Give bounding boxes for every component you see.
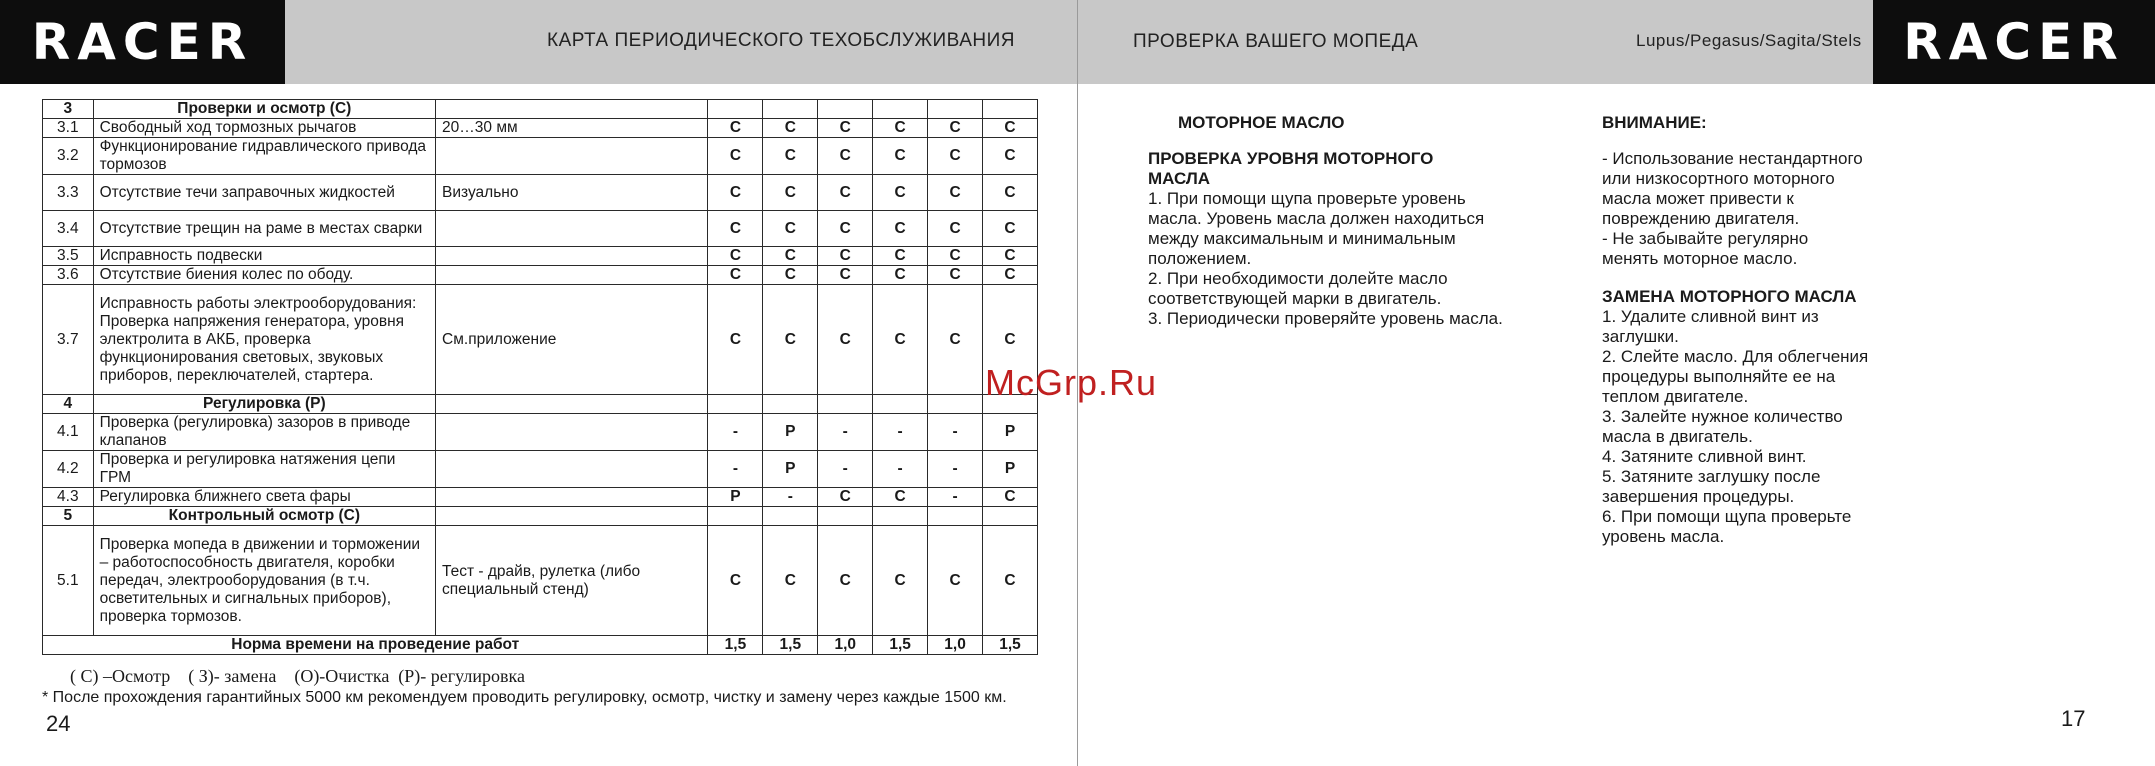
row-number: 3.5 bbox=[43, 247, 94, 266]
page-number-right: 17 bbox=[2061, 706, 2086, 731]
item-note: Визуально bbox=[436, 175, 708, 211]
right-page bbox=[1078, 0, 2155, 766]
item-description: Отсутствие трещин на раме в местах сварки bbox=[93, 211, 435, 247]
item-note bbox=[436, 451, 708, 488]
check-cell: С bbox=[928, 266, 983, 285]
check-cell: С bbox=[763, 119, 818, 138]
check-cell: С bbox=[983, 119, 1038, 138]
check-cell: С bbox=[873, 119, 928, 138]
check-cell: Р bbox=[983, 451, 1038, 488]
text-line: соответствующей марки в двигатель. bbox=[1148, 289, 1442, 308]
check-cell: Р bbox=[763, 451, 818, 488]
check-cell bbox=[873, 507, 928, 526]
table-row bbox=[43, 285, 1038, 395]
text-line: между максимальным и минимальным bbox=[1148, 229, 1456, 248]
check-cell: С bbox=[873, 211, 928, 247]
table-row bbox=[43, 488, 1038, 507]
check-cell: С bbox=[928, 175, 983, 211]
page-number-left: 24 bbox=[46, 711, 71, 736]
check-cell bbox=[818, 100, 873, 119]
text-line: заглушки. bbox=[1602, 327, 1679, 346]
text-line: 2. Слейте масло. Для облегчения bbox=[1602, 347, 1869, 366]
check-cell: С bbox=[873, 266, 928, 285]
total-value: 1,0 bbox=[928, 636, 983, 655]
item-note bbox=[436, 488, 708, 507]
table-row bbox=[43, 138, 1038, 175]
check-cell: С bbox=[763, 526, 818, 636]
check-cell: С bbox=[873, 285, 928, 395]
check-cell: С bbox=[708, 175, 763, 211]
text-line: - Не забывайте регулярно bbox=[1602, 229, 1809, 248]
footnote: * После прохождения гарантийных 5000 км рекомендуем проводить регулировку, осмотр, чистку и замену через каждые 1500 км. bbox=[42, 689, 1007, 706]
text-line: уровень масла. bbox=[1602, 527, 1725, 546]
section-title: Регулировка (Р) bbox=[93, 395, 435, 414]
text-line: 3. Периодически проверяйте уровень масла. bbox=[1148, 309, 1503, 328]
check-cell bbox=[708, 100, 763, 119]
check-cell: С bbox=[983, 247, 1038, 266]
row-number: 4.3 bbox=[43, 488, 94, 507]
item-description: Проверка мопеда в движении и торможении – работоспособность двигателя, коробки передач, электрооборудования (в т.ч. осветительных и сигнальных приборов), проверка тормозов. bbox=[93, 526, 435, 636]
check-cell: С bbox=[708, 119, 763, 138]
check-cell bbox=[983, 507, 1038, 526]
brand-logo-left bbox=[0, 0, 285, 84]
text-line: 1. При помощи щупа проверьте уровень bbox=[1148, 189, 1466, 208]
check-cell bbox=[873, 100, 928, 119]
brand-logo-text: RACER bbox=[1903, 13, 2125, 71]
item-description: Отсутствие биения колес по ободу. bbox=[93, 266, 435, 285]
row-number: 3.4 bbox=[43, 211, 94, 247]
row-number: 3.7 bbox=[43, 285, 94, 395]
maintenance-table bbox=[42, 99, 1038, 655]
total-label: Норма времени на проведение работ bbox=[43, 636, 708, 655]
check-cell: С bbox=[983, 138, 1038, 175]
brand-logo-text: RACER bbox=[31, 13, 254, 71]
total-row bbox=[43, 636, 1038, 655]
check-cell: С bbox=[763, 175, 818, 211]
check-cell: - bbox=[873, 451, 928, 488]
check-cell: С bbox=[928, 211, 983, 247]
check-cell: С bbox=[708, 266, 763, 285]
total-value: 1,0 bbox=[818, 636, 873, 655]
check-cell: - bbox=[928, 414, 983, 451]
check-cell bbox=[763, 507, 818, 526]
oil-change-subtitle: ЗАМЕНА МОТОРНОГО МАСЛА bbox=[1602, 287, 1857, 306]
total-value: 1,5 bbox=[763, 636, 818, 655]
item-note bbox=[436, 138, 708, 175]
check-cell: С bbox=[763, 138, 818, 175]
text-line: - Использование нестандартного bbox=[1602, 149, 1863, 168]
item-description: Функционирование гидравлического привода тормозов bbox=[93, 138, 435, 175]
row-number: 3.1 bbox=[43, 119, 94, 138]
section-title: Контрольный осмотр (С) bbox=[93, 507, 435, 526]
item-note: Тест - драйв, рулетка (либо специальный стенд) bbox=[436, 526, 708, 636]
check-cell: С bbox=[983, 211, 1038, 247]
text-line: положением. bbox=[1148, 249, 1252, 268]
check-cell: С bbox=[818, 175, 873, 211]
oil-change-steps bbox=[1602, 307, 1868, 547]
item-note: 20…30 мм bbox=[436, 119, 708, 138]
check-cell bbox=[818, 395, 873, 414]
check-cell: С bbox=[708, 526, 763, 636]
text-line: процедуры выполняйте ее на bbox=[1602, 367, 1836, 386]
table-row bbox=[43, 451, 1038, 488]
text-line: масла в двигатель. bbox=[1602, 427, 1753, 446]
row-number: 3.6 bbox=[43, 266, 94, 285]
check-cell bbox=[708, 507, 763, 526]
item-note bbox=[436, 247, 708, 266]
section-row bbox=[43, 395, 1038, 414]
row-number: 3.3 bbox=[43, 175, 94, 211]
check-cell: С bbox=[928, 138, 983, 175]
item-description: Отсутствие течи заправочных жидкостей bbox=[93, 175, 435, 211]
check-cell bbox=[928, 507, 983, 526]
text-line: 5. Затяните заглушку после bbox=[1602, 467, 1821, 486]
warning-section bbox=[1602, 113, 1868, 547]
total-value: 1,5 bbox=[983, 636, 1038, 655]
check-cell: С bbox=[983, 175, 1038, 211]
check-cell: С bbox=[873, 175, 928, 211]
row-number: 3.2 bbox=[43, 138, 94, 175]
note-cell bbox=[436, 100, 708, 119]
check-cell: Р bbox=[763, 414, 818, 451]
check-cell: - bbox=[763, 488, 818, 507]
oil-check-text bbox=[1148, 189, 1503, 329]
item-description: Проверка (регулировка) зазоров в приводе клапанов bbox=[93, 414, 435, 451]
check-cell: - bbox=[928, 488, 983, 507]
section-title: Проверки и осмотр (С) bbox=[93, 100, 435, 119]
total-value: 1,5 bbox=[873, 636, 928, 655]
item-description: Свободный ход тормозных рычагов bbox=[93, 119, 435, 138]
item-description: Исправность подвески bbox=[93, 247, 435, 266]
oil-check-subtitle: ПРОВЕРКА УРОВНЯ МОТОРНОГО МАСЛА bbox=[1148, 149, 1434, 188]
legend: ( С) –Осмотр ( З)- замена (О)-Очистка (Р)- регулировка bbox=[70, 666, 525, 686]
text-line: завершения процедуры. bbox=[1602, 487, 1795, 506]
check-cell: С bbox=[818, 119, 873, 138]
check-cell bbox=[873, 395, 928, 414]
oil-title: МОТОРНОЕ МАСЛО bbox=[1178, 113, 1345, 132]
check-cell: С bbox=[818, 285, 873, 395]
warning-title: ВНИМАНИЕ: bbox=[1602, 113, 1707, 132]
check-cell bbox=[818, 507, 873, 526]
check-cell: - bbox=[708, 414, 763, 451]
check-cell bbox=[708, 395, 763, 414]
row-number: 4.2 bbox=[43, 451, 94, 488]
check-cell: С bbox=[873, 526, 928, 636]
check-cell: С bbox=[818, 138, 873, 175]
table-row bbox=[43, 526, 1038, 636]
note-cell bbox=[436, 395, 708, 414]
check-cell: С bbox=[763, 247, 818, 266]
row-number: 5.1 bbox=[43, 526, 94, 636]
check-cell: С bbox=[763, 285, 818, 395]
text-line: повреждению двигателя. bbox=[1602, 209, 1800, 228]
text-line: масла. Уровень масла должен находиться bbox=[1148, 209, 1485, 228]
total-value: 1,5 bbox=[708, 636, 763, 655]
note-cell bbox=[436, 507, 708, 526]
table-row bbox=[43, 266, 1038, 285]
check-cell: - bbox=[818, 414, 873, 451]
text-line: 4. Затяните сливной винт. bbox=[1602, 447, 1807, 466]
check-cell: С bbox=[763, 266, 818, 285]
item-note bbox=[436, 211, 708, 247]
check-cell: - bbox=[873, 414, 928, 451]
check-cell: С bbox=[818, 211, 873, 247]
check-cell: С bbox=[928, 119, 983, 138]
text-line: 3. Залейте нужное количество bbox=[1602, 407, 1843, 426]
check-cell: С bbox=[708, 138, 763, 175]
check-cell: С bbox=[818, 247, 873, 266]
brand-logo-right bbox=[1873, 0, 2155, 84]
text-line: масла может привести к bbox=[1602, 189, 1794, 208]
check-cell: Р bbox=[708, 488, 763, 507]
check-cell: С bbox=[873, 488, 928, 507]
row-number: 3 bbox=[43, 100, 94, 119]
check-cell: - bbox=[818, 451, 873, 488]
row-number: 5 bbox=[43, 507, 94, 526]
watermark: McGrp.Ru bbox=[985, 362, 1158, 403]
check-cell: С bbox=[983, 488, 1038, 507]
section-row bbox=[43, 507, 1038, 526]
check-cell: С bbox=[708, 285, 763, 395]
check-cell: С bbox=[983, 526, 1038, 636]
row-number: 4.1 bbox=[43, 414, 94, 451]
check-cell: С bbox=[818, 526, 873, 636]
check-cell: С bbox=[928, 285, 983, 395]
check-cell: С bbox=[708, 211, 763, 247]
text-line: 1. Удалите сливной винт из bbox=[1602, 307, 1819, 326]
check-cell: С bbox=[763, 211, 818, 247]
row-number: 4 bbox=[43, 395, 94, 414]
item-note: См.приложение bbox=[436, 285, 708, 395]
check-cell: С bbox=[818, 266, 873, 285]
item-note bbox=[436, 266, 708, 285]
check-cell: С bbox=[928, 526, 983, 636]
check-cell bbox=[983, 100, 1038, 119]
table-row bbox=[43, 211, 1038, 247]
oil-section bbox=[1148, 113, 1503, 329]
table-row bbox=[43, 414, 1038, 451]
right-header-title: ПРОВЕРКА ВАШЕГО МОПЕДА bbox=[1133, 31, 1419, 52]
text-line: или низкосортного моторного bbox=[1602, 169, 1835, 188]
text-line: менять моторное масло. bbox=[1602, 249, 1798, 268]
text-line: 6. При помощи щупа проверьте bbox=[1602, 507, 1852, 526]
item-description: Исправность работы электрооборудования: Проверка напряжения генератора, уровня электролита в АКБ, проверка функционирования световых, звуковых приборов, переключателей, стартера. bbox=[93, 285, 435, 395]
section-row bbox=[43, 100, 1038, 119]
check-cell: С bbox=[818, 488, 873, 507]
table-row bbox=[43, 247, 1038, 266]
warning-text bbox=[1602, 149, 1868, 269]
check-cell: С bbox=[708, 247, 763, 266]
check-cell: С bbox=[873, 138, 928, 175]
check-cell bbox=[928, 100, 983, 119]
left-header-title: КАРТА ПЕРИОДИЧЕСКОГО ТЕХОБСЛУЖИВАНИЯ bbox=[547, 30, 1015, 51]
models-label: Lupus/Pegasus/Sagita/Stels bbox=[1636, 31, 1862, 50]
table-row bbox=[43, 119, 1038, 138]
check-cell bbox=[763, 100, 818, 119]
item-description: Проверка и регулировка натяжения цепи ГРМ bbox=[93, 451, 435, 488]
item-description: Регулировка ближнего света фары bbox=[93, 488, 435, 507]
check-cell: - bbox=[708, 451, 763, 488]
check-cell: - bbox=[928, 451, 983, 488]
check-cell bbox=[763, 395, 818, 414]
item-note bbox=[436, 414, 708, 451]
check-cell: С bbox=[983, 285, 1038, 395]
check-cell bbox=[928, 395, 983, 414]
table-row bbox=[43, 175, 1038, 211]
check-cell: С bbox=[928, 247, 983, 266]
text-line: теплом двигателе. bbox=[1602, 387, 1749, 406]
text-line: 2. При необходимости долейте масло bbox=[1148, 269, 1448, 288]
check-cell: Р bbox=[983, 414, 1038, 451]
check-cell: С bbox=[983, 266, 1038, 285]
check-cell: С bbox=[873, 247, 928, 266]
